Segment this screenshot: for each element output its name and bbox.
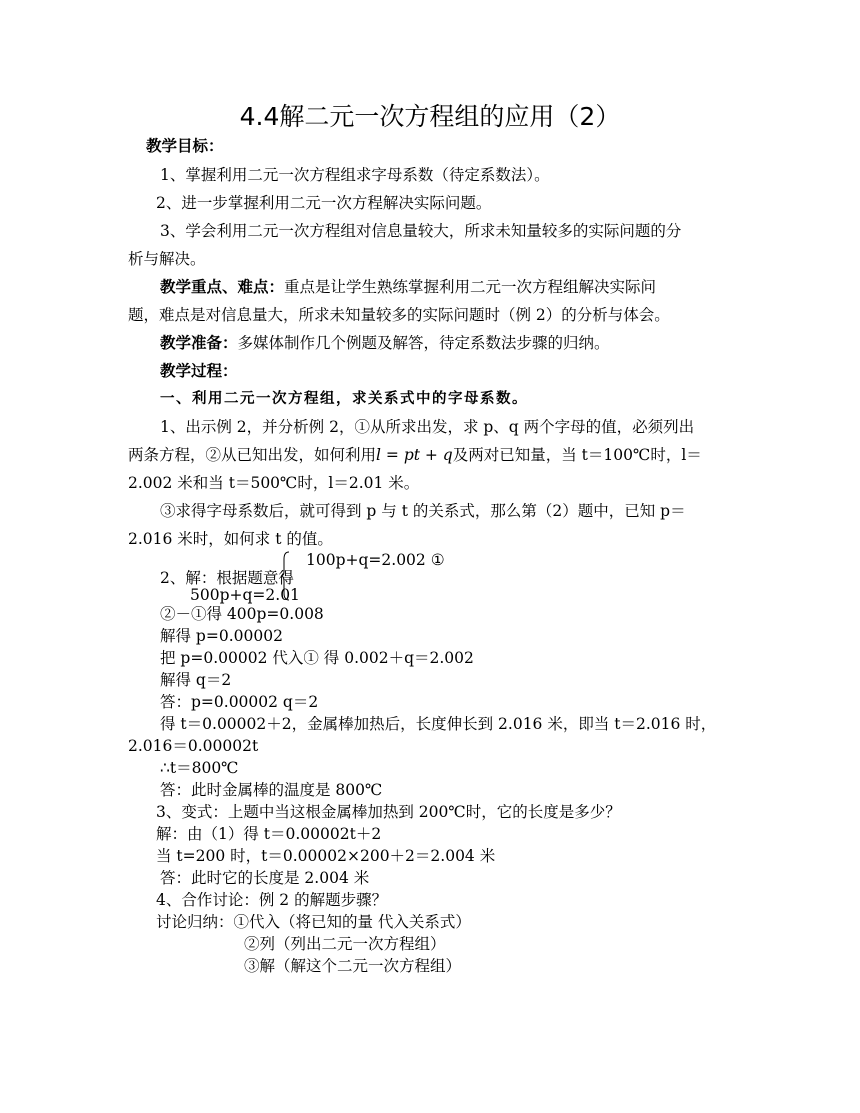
solution-intro: 2、解：根据题意得: [160, 569, 294, 587]
page-title: 4.4解二元一次方程组的应用（2）: [239, 102, 621, 131]
goal-item-1: 1、掌握利用二元一次方程组求字母系数（待定系数法）。: [160, 166, 550, 184]
key-points-text: 重点是让学生熟练掌握利用二元一次方程组解决实际问: [284, 278, 657, 296]
key-points-line1: [160, 277, 656, 297]
preparation-line: [160, 333, 610, 353]
paragraph-1-line2-pre: 两条方程，②从已知出发，如何利用: [128, 446, 377, 464]
solution-line-4: 解得 q＝2: [160, 671, 232, 689]
goal-item-2: 2、进一步掌握利用二元一次方程解决实际问题。: [156, 194, 492, 212]
preparation-label: 教学准备：: [160, 333, 238, 352]
solution-line-6: 得 t＝0.00002＋2，金属棒加热后，长度伸长到 2.016 米，即当 t＝2.016 时，: [160, 715, 717, 733]
paragraph-1-line2: [128, 445, 702, 465]
goal-item-3-line2: 析与解决。: [128, 250, 206, 268]
variant-solution-2: 当 t=200 时，t＝0.00002×200＋2＝2.004 米: [156, 847, 496, 865]
goal-item-3-line1: 3、学会利用二元一次方程组对信息量较大，所求未知量较多的实际问题的分: [160, 222, 682, 240]
discussion-step-2: ②列（列出二元一次方程组）: [244, 935, 446, 953]
solution-line-2: 解得 p=0.00002: [160, 627, 283, 645]
formula-l-pt-q: l = pt + q: [376, 446, 453, 464]
paragraph-2-line1: ③求得字母系数后，就可得到 p 与 t 的关系式，那么第（2）题中，已知 p＝: [160, 502, 686, 520]
solution-line-5: 答：p=0.00002 q＝2: [160, 693, 319, 711]
section-1-heading: 一、利用二元一次方程组，求关系式中的字母系数。: [160, 391, 528, 407]
discussion-heading: 4、合作讨论：例 2 的解题步骤？: [156, 891, 388, 909]
variant-question: 3、变式：上题中当这根金属棒加热到 200℃时，它的长度是多少？: [156, 803, 621, 821]
key-points-label: 教学重点、难点：: [160, 277, 285, 296]
solution-line-8: ∴t＝800℃: [160, 759, 239, 777]
discussion-step-3: ③解（解这个二元一次方程组）: [244, 957, 462, 975]
goals-heading: 教学目标：: [146, 136, 224, 155]
solution-line-1: ②－①得 400p=0.008: [160, 605, 324, 623]
equation-2: 500p+q=2.01: [190, 586, 300, 604]
paragraph-2-line2: 2.016 米时，如何求 t 的值。: [128, 530, 333, 548]
equation-1: 100p+q=2.002 ①: [306, 551, 445, 569]
solution-line-9: 答：此时金属棒的温度是 800℃: [160, 781, 383, 799]
solution-line-7: 2.016＝0.00002t: [128, 737, 259, 755]
paragraph-1-line1: 1、出示例 2，并分析例 2，①从所求出发，求 p、q 两个字母的值，必须列出: [160, 418, 695, 436]
variant-solution-1: 解：由（1）得 t＝0.00002t＋2: [156, 825, 382, 843]
solution-line-3: 把 p=0.00002 代入① 得 0.002＋q＝2.002: [160, 649, 474, 667]
paragraph-1-line2-post: 及两对已知量，当 t＝100℃时，l＝: [452, 446, 702, 464]
paragraph-1-line3: 2.002 米和当 t＝500℃时，l＝2.01 米。: [128, 474, 420, 492]
variant-answer: 答：此时它的长度是 2.004 米: [160, 869, 370, 887]
process-heading: 教学过程：: [160, 361, 238, 380]
discussion-step-1: 讨论归纳：①代入（将已知的量 代入关系式）: [156, 913, 471, 931]
key-points-line2: 题，难点是对信息量大，所求未知量较多的实际问题时（例 2）的分析与体会。: [128, 306, 670, 324]
preparation-text: 多媒体制作几个例题及解答，待定系数法步骤的归纳。: [237, 334, 610, 352]
